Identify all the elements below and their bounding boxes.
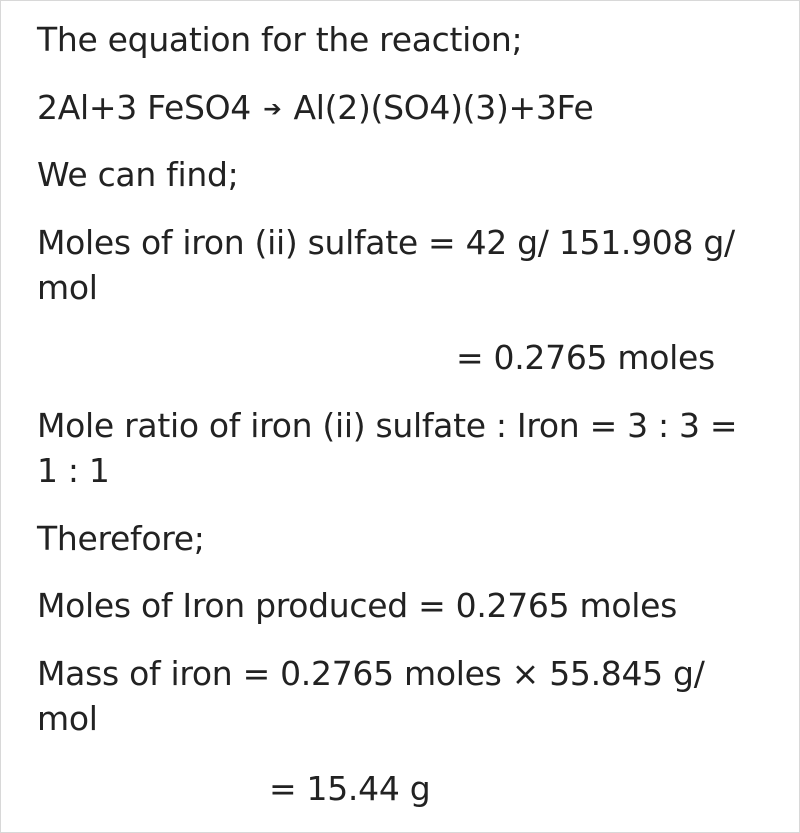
mole-ratio-line-1: Mole ratio of iron (ii) sulfate : Iron = 3 : 3 = [37, 406, 738, 445]
moles-sulfate-result: = 0.2765 moles [456, 338, 715, 377]
moles-sulfate-line-2: mol [37, 268, 98, 307]
equation-reactants: 2Al+3 FeSO4 [37, 88, 251, 127]
intro-text: The equation for the reaction; [37, 20, 523, 59]
reaction-arrow-icon: ➔ [263, 97, 282, 122]
mass-iron-line-1: Mass of iron = 0.2765 moles × 55.845 g/ [37, 654, 705, 693]
can-find-text: We can find; [37, 155, 239, 194]
mole-ratio-line-2: 1 : 1 [37, 451, 110, 490]
therefore-text: Therefore; [37, 519, 205, 558]
mass-result: = 15.44 g [269, 769, 431, 808]
equation-products: Al(2)(SO4)(3)+3Fe [293, 88, 594, 127]
moles-sulfate-line-1: Moles of iron (ii) sulfate = 42 g/ 151.908 g/ [37, 223, 735, 262]
reaction-equation [37, 88, 594, 127]
mass-iron-line-2: mol [37, 699, 98, 738]
moles-iron-line: Moles of Iron produced = 0.2765 moles [37, 586, 678, 625]
